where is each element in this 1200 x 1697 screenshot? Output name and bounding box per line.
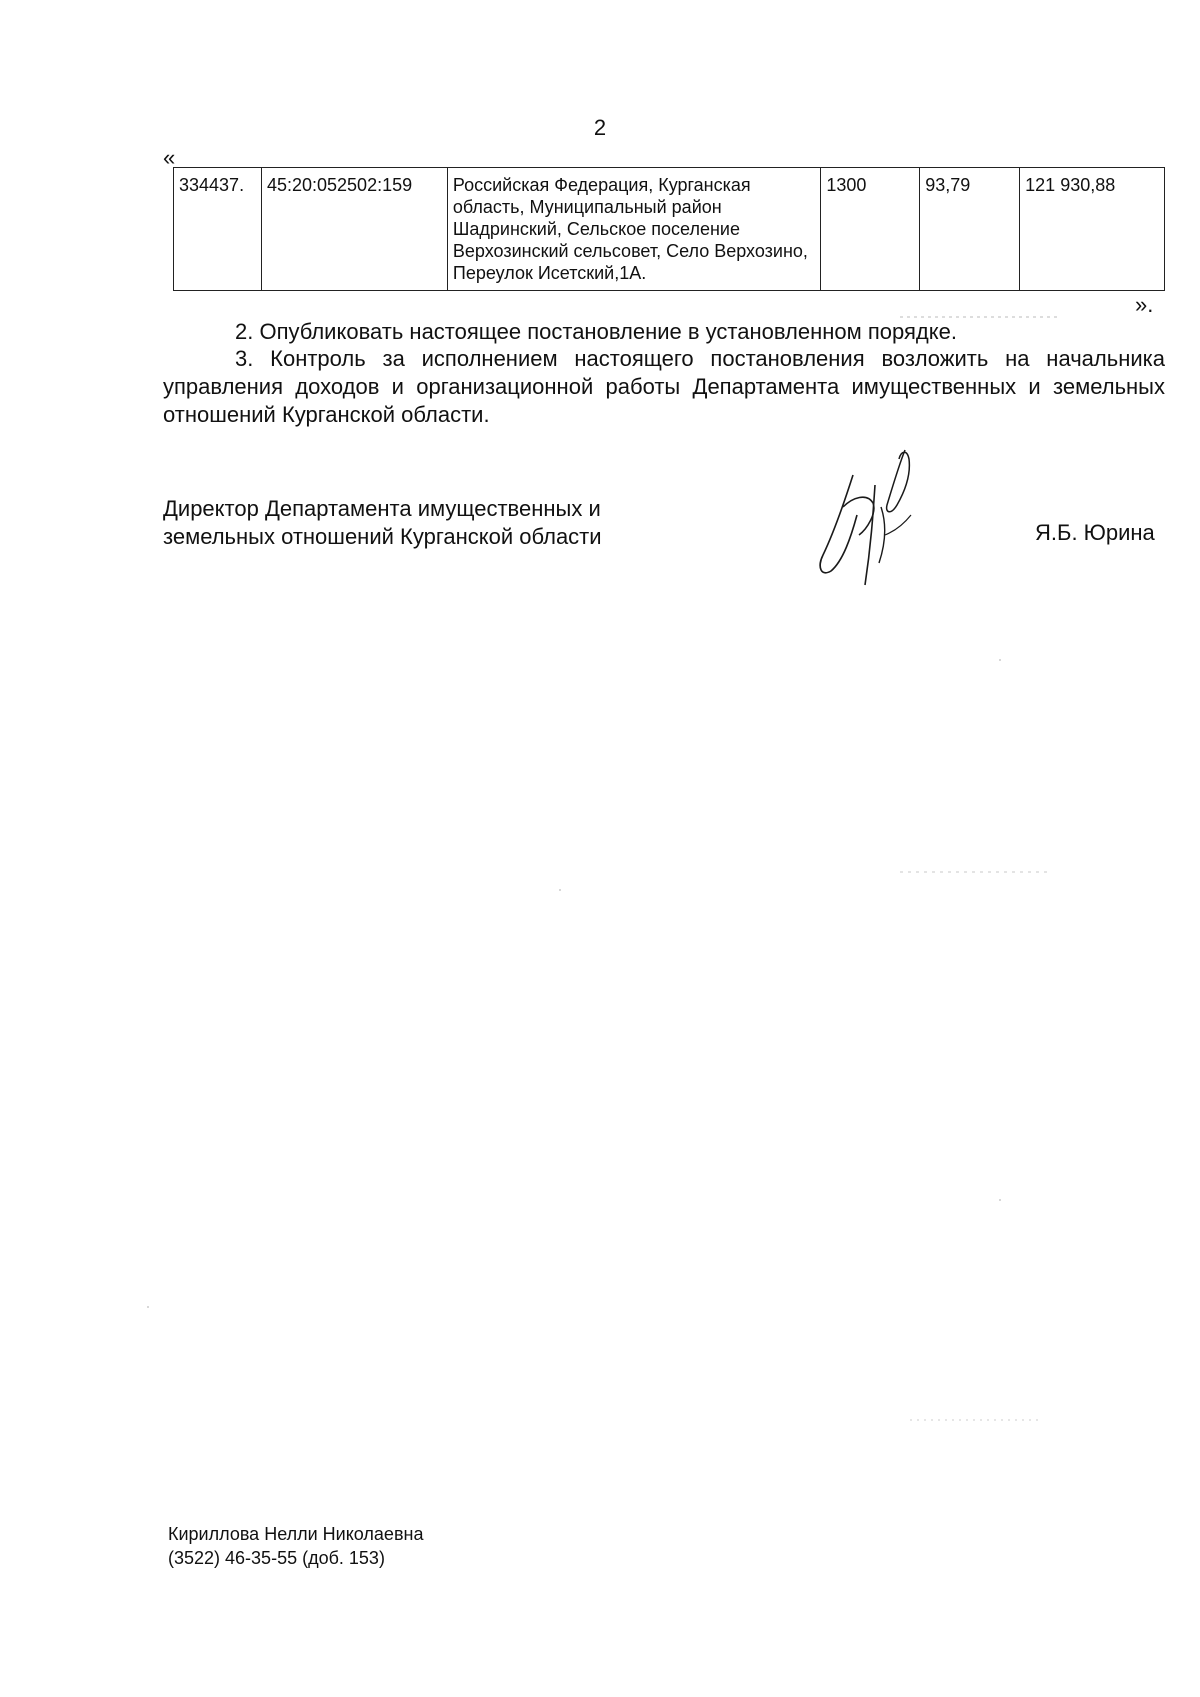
- paragraph-publish: 2. Опубликовать настоящее постановление в установленном порядке.: [235, 319, 957, 344]
- land-valuation-table: [173, 167, 1165, 291]
- handwritten-signature: [815, 445, 935, 595]
- signatory-title-line-2: земельных отношений Курганской области: [163, 524, 602, 549]
- cell-cadastral-number: 45:20:052502:159: [261, 168, 447, 291]
- executor-phone: (3522) 46-35-55 (доб. 153): [168, 1548, 385, 1568]
- cell-rate: 93,79: [920, 168, 1020, 291]
- table-row: [174, 168, 1165, 291]
- quote-close: ».: [1135, 292, 1154, 317]
- signatory-title: [163, 495, 602, 551]
- cell-number: 334437.: [174, 168, 262, 291]
- cell-address: Российская Федерация, Курганская область, Муниципальный район Шадринский, Сельское поселение Верхозинский сельсовет, Село Верхозино, Переулок Исетский,1А.: [447, 168, 820, 291]
- cell-cadastral-value: 121 930,88: [1020, 168, 1165, 291]
- cell-area: 1300: [821, 168, 920, 291]
- page-number: 2: [593, 115, 607, 140]
- signatory-title-line-1: Директор Департамента имущественных и: [163, 496, 601, 521]
- paragraph-control: 3. Контроль за исполнением настоящего постановления возложить на начальника управления доходов и организационной работы Департамента имущественных и земельных отношений Курганской области.: [163, 346, 1165, 427]
- executor-contact: [168, 1522, 423, 1570]
- executor-name: Кириллова Нелли Николаевна: [168, 1524, 424, 1544]
- signatory-name: Я.Б. Юрина: [1035, 520, 1155, 545]
- quote-open: «: [163, 145, 176, 170]
